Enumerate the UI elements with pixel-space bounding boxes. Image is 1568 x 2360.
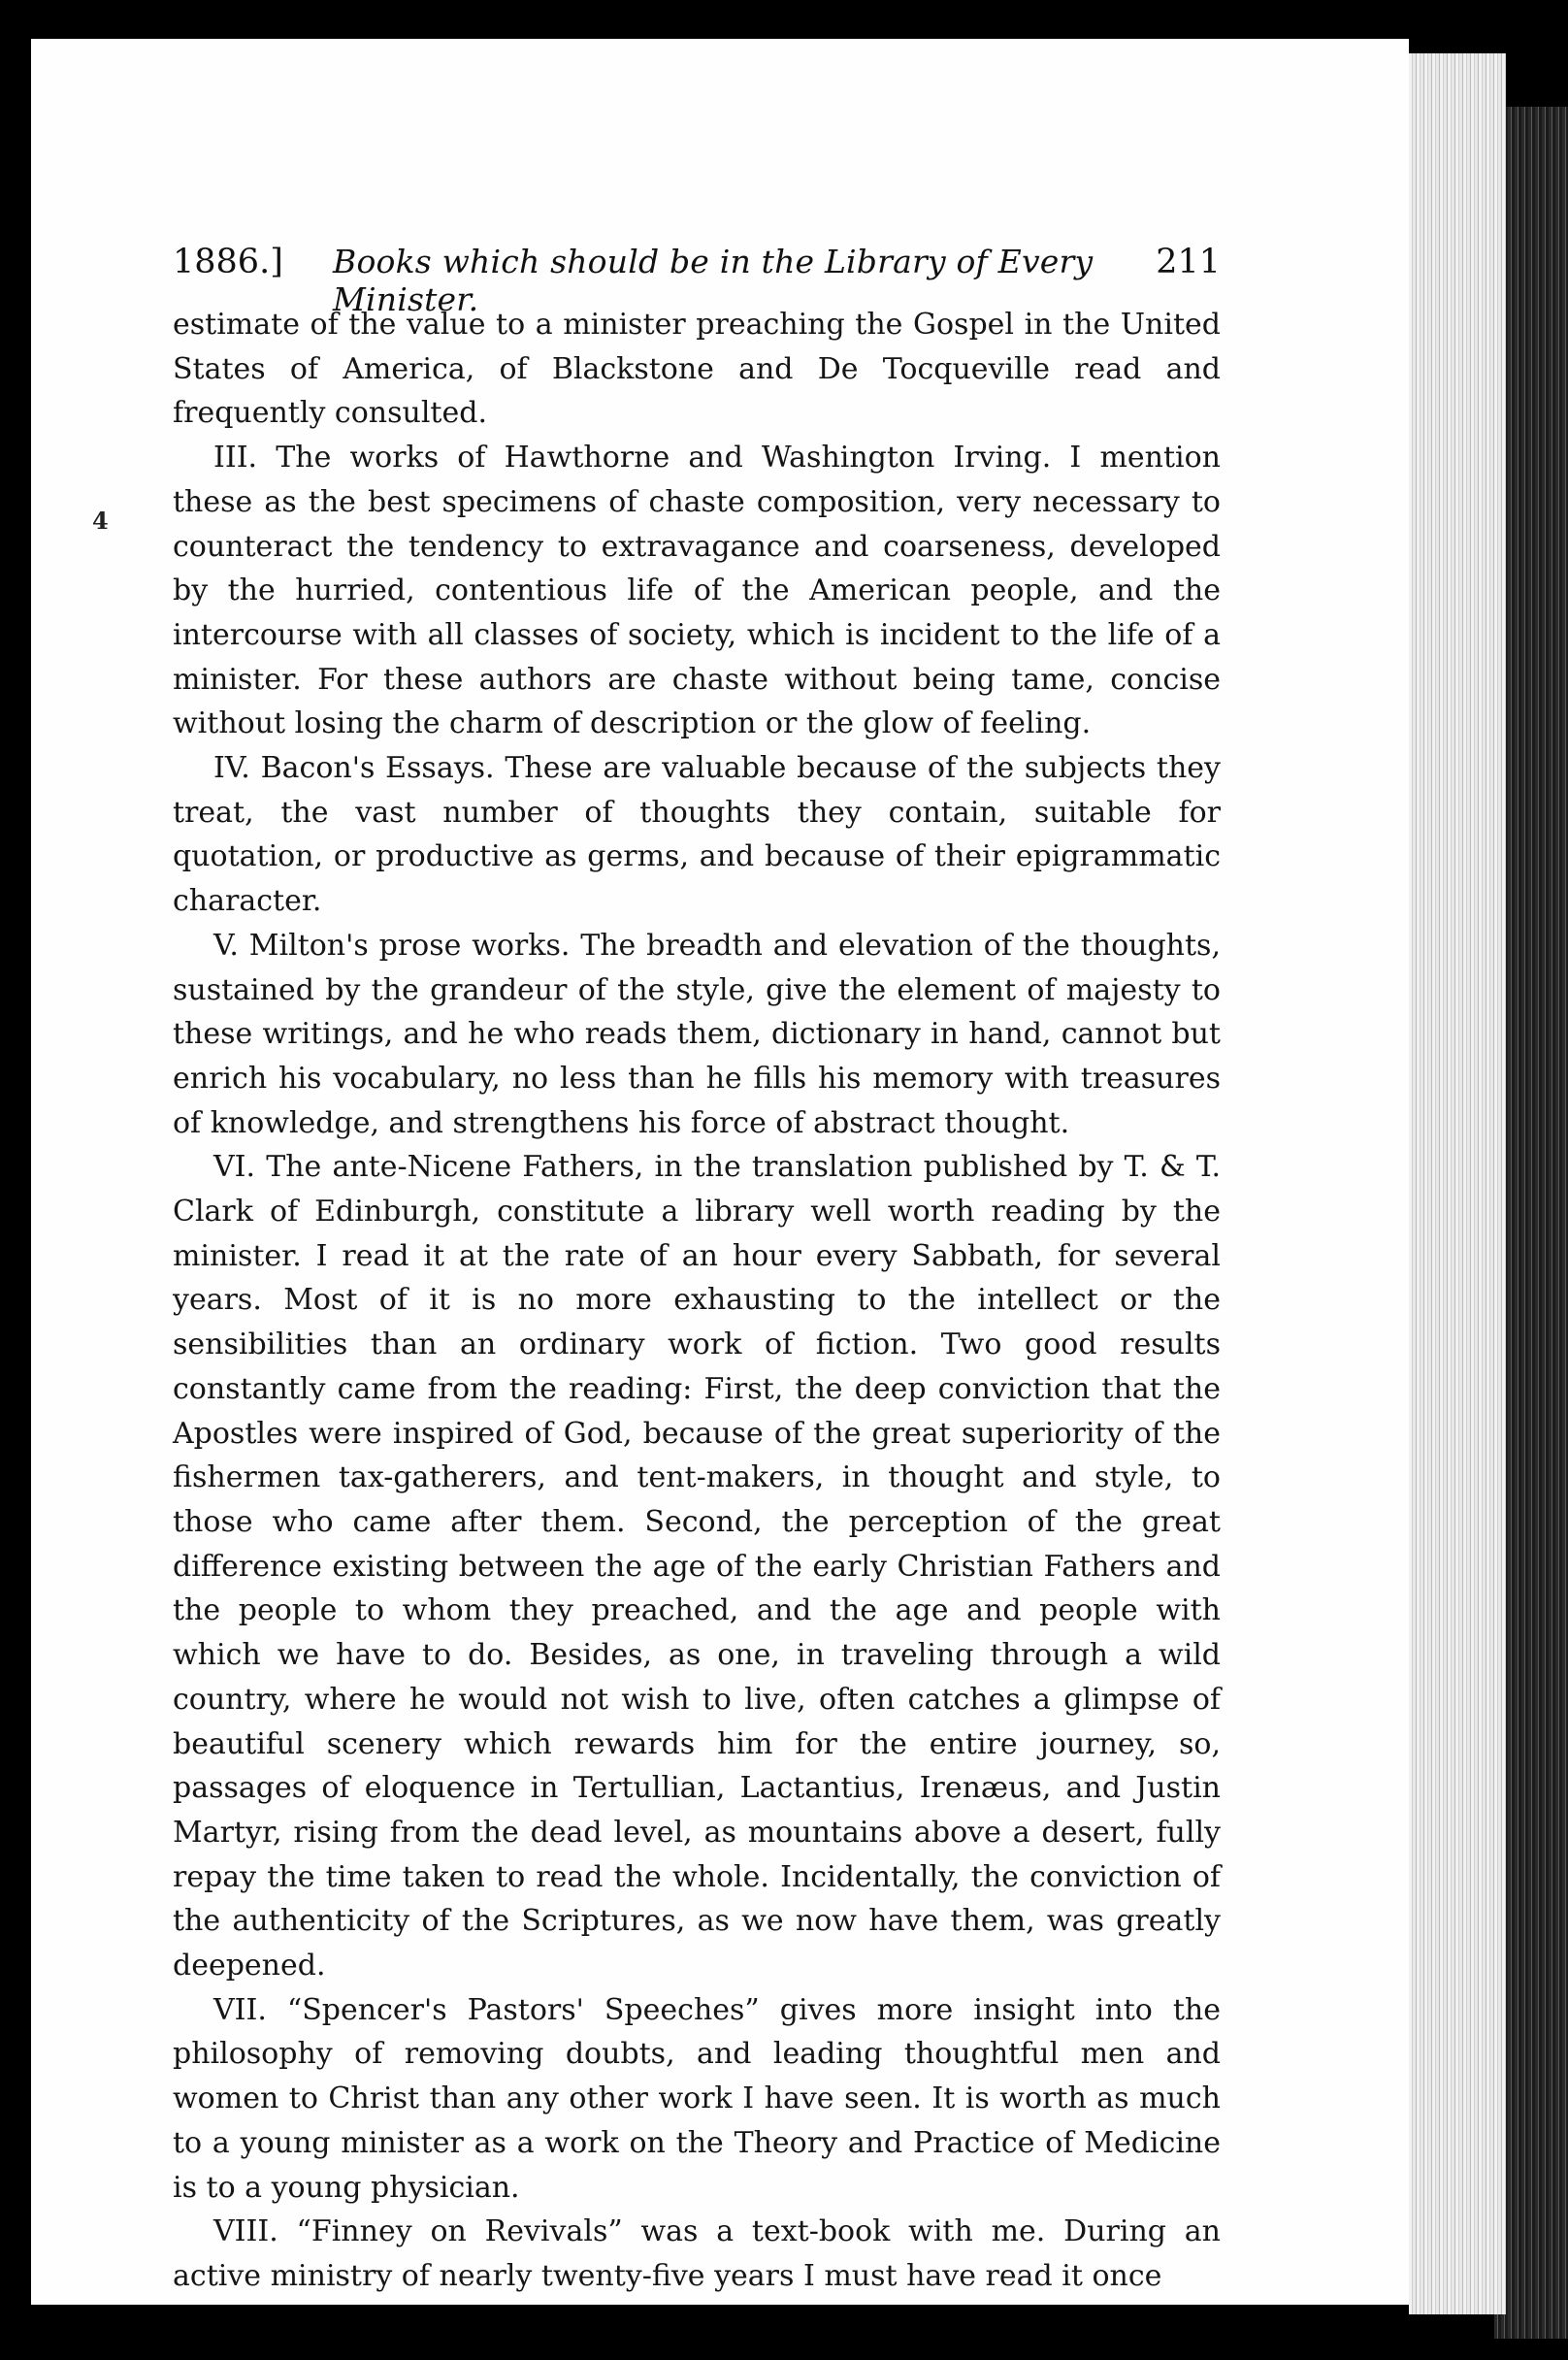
running-head xyxy=(173,243,1221,318)
paragraph-vi: VI. The ante-Nicene Fathers, in the translation published by T. & T. Clark of Edinburgh, constitute a library well worth reading by the minister. I read it at the rate of an hour every Sabbath, for several years. Most of it is no more exhausting to the intellect or the sensibilities than an ordinary work of fiction. Two good results constantly came from the reading: First, the deep conviction that the Apostles were inspired of God, because of the great superiority of the fishermen tax-gatherers, and tent-makers, in thought and style, to those who came after them. Second, the perception of the great difference existing between the age of the early Christian Fathers and the people to whom they preached, and the age and people with which we have to do. Besides, as one, in traveling through a wild country, where he would not wish to live, often catches a glimpse of beautiful scenery which rewards him for the entire journey, so, passages of eloquence in Tertullian, Lactantius, Irenæus, and Justin Martyr, rising from the dead level, as mountains above a desert, fully repay the time taken to read the whole. Incidentally, the conviction of the authenticity of the Scriptures, as we now have them, was greatly deepened. xyxy=(173,1150,1221,1983)
scan-border-left xyxy=(0,0,31,2360)
margin-mark: 4 xyxy=(92,507,109,535)
page-number: 211 xyxy=(1156,243,1221,281)
page-body xyxy=(173,303,1221,2299)
paragraph-continuation: estimate of the value to a minister preaching the Gospel in the United States of America, of Blackstone and De Tocqueville read and frequently consulted. xyxy=(173,308,1221,431)
paragraph-iii: III. The works of Hawthorne and Washington Irving. I mention these as the best specimens of chaste composition, very necessary to counteract the tendency to extravagance and coarseness, developed by the hurried, contentious life of the American people, and the intercourse with all classes of society, which is incident to the life of a minister. For these authors are chaste without being tame, concise without losing the charm of description or the glow of feeling. xyxy=(173,441,1221,741)
paragraph-viii: VIII. “Finney on Revivals” was a text-book with me. During an active ministry of nearly twenty-five years I must have read it once xyxy=(173,2214,1221,2293)
header-title: Books which should be in the Library of Every Minister. xyxy=(333,243,1094,318)
header-year: 1886.] xyxy=(173,243,283,281)
paragraph-vii: VII. “Spencer's Pastors' Speeches” gives more insight into the philosophy of removing doubts, and leading thoughtful men and women to Christ than any other work I have seen. It is worth as much to a young minister as a work on the Theory and Practice of Medicine is to a young physician. xyxy=(173,1992,1221,2205)
page-edges xyxy=(1409,53,1506,2314)
paragraph-iv: IV. Bacon's Essays. These are valuable because of the subjects they treat, the vast number of thoughts they contain, suitable for quotation, or productive as germs, and because of their epigrammatic character. xyxy=(173,751,1221,919)
paragraph-v: V. Milton's prose works. The breadth and elevation of the thoughts, sustained by the grandeur of the style, give the element of majesty to these writings, and he who reads them, dictionary in hand, cannot but enrich his vocabulary, no less than he fills his memory with treasures of knowledge, and strengthens his force of abstract thought. xyxy=(173,928,1221,1140)
